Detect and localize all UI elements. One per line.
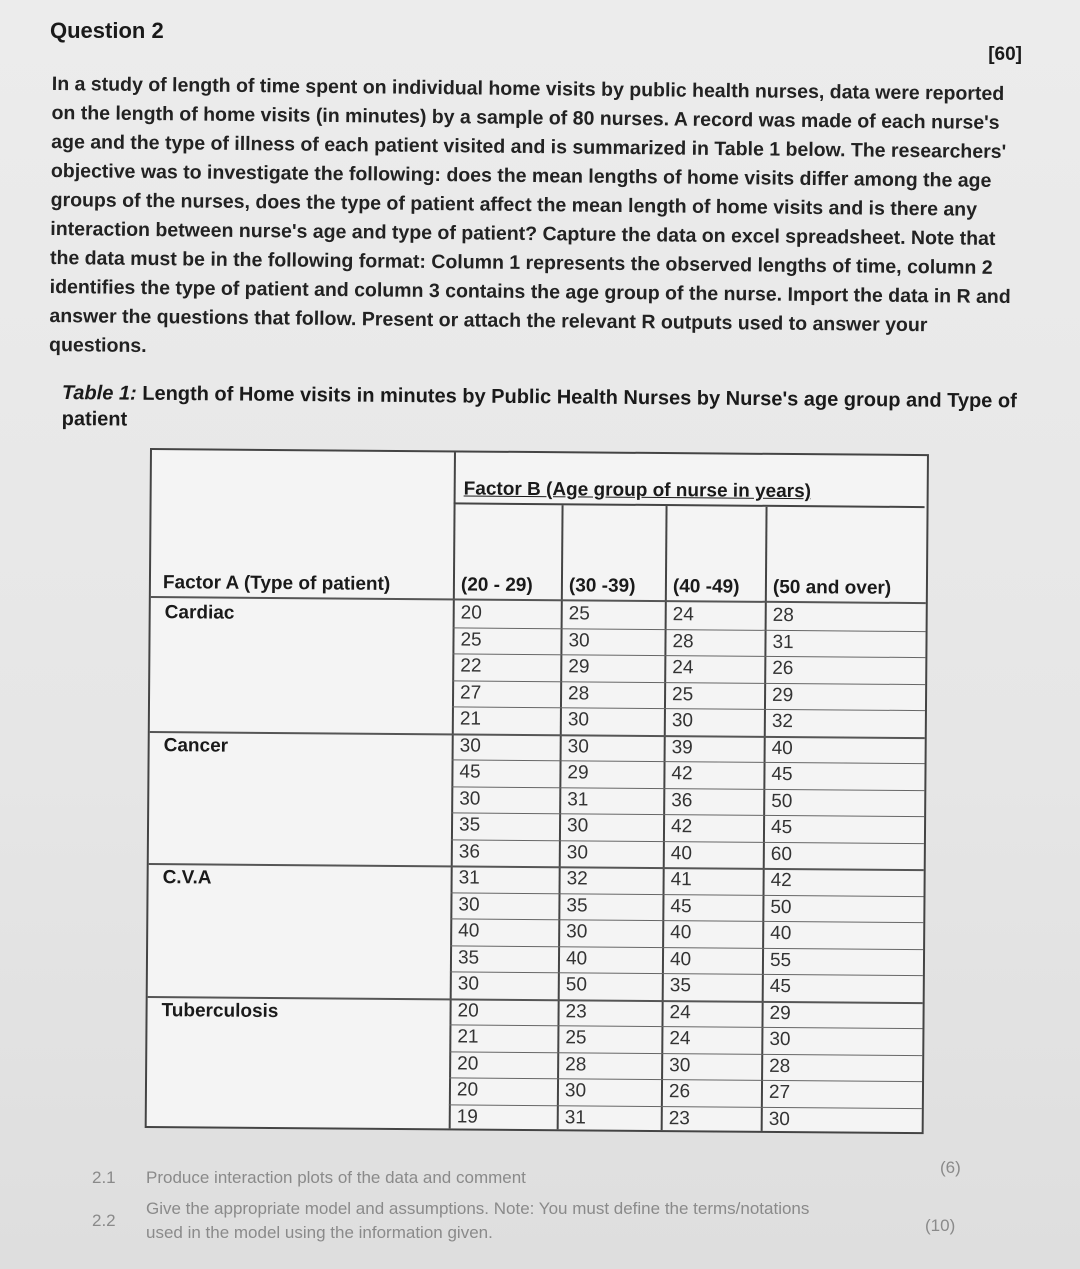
table-cell: 42: [670, 816, 693, 838]
table-cell: 31: [458, 867, 480, 889]
table-cell: 21: [459, 708, 482, 730]
table-cell: 50: [770, 896, 792, 918]
table-cell: 36: [671, 789, 693, 811]
table-cell: 30: [459, 734, 481, 757]
table-cell: 28: [672, 630, 694, 652]
patient-type-label: Tuberculosis: [161, 999, 279, 1022]
table-cell: 23: [668, 1107, 690, 1129]
question-body-text: In a study of length of time spent on individual home visits by public health nurses, data were reported on the length of home visits (in minutes) by a sample of 80 nurses. A record was made of each nurse's age and the type of illness of each patient visited and is summarized in Table 1 below. The researchers' objective was to investigate the following: does the mean lengths of home visits differ among the age groups of the nurses, does the type of patient affect the mean length of home visits and is there any interaction between nurse's age and type of patient? Capture the data on excel spreadsheet. Note that the data must be in the following format: Column 1 represents the observed lengths of time, column 2 identifies the type of patient and column 3 contains the age group of the nurse. Import the data in R and answer the questions that follow.: [49, 72, 1011, 331]
table-cell: 35: [669, 975, 692, 997]
table-cell: 45: [459, 761, 481, 783]
table-cell: 42: [671, 763, 693, 785]
table-cell: 24: [669, 1028, 691, 1050]
table-cell: 30: [671, 710, 694, 732]
table-cell: 45: [769, 975, 792, 998]
column-header: (30 -39): [568, 575, 636, 597]
table-cell: 29: [771, 684, 794, 706]
table-cell: 30: [566, 815, 589, 837]
table-cell: 22: [460, 655, 482, 677]
subquestion-2-1-text: Produce interaction plots of the data and comment: [146, 1168, 526, 1187]
question-body: [49, 70, 1024, 370]
table-cell: 45: [670, 895, 692, 917]
group-divider: [150, 731, 925, 739]
table-cell: 32: [771, 710, 794, 733]
table-cell: 31: [564, 1106, 586, 1128]
table-cell: 32: [566, 868, 588, 890]
table-cell: 30: [566, 841, 589, 863]
table-cell: 28: [568, 682, 590, 704]
table-cell: 30: [459, 787, 481, 810]
table-cell: 50: [565, 974, 588, 996]
data-table: [145, 448, 929, 1134]
table-cell: 30: [768, 1108, 790, 1130]
table-cell: 35: [458, 814, 481, 836]
table-cell: 39: [671, 736, 693, 758]
subquestion-2-2-marks: (10): [925, 1216, 956, 1235]
table-cell: 30: [566, 921, 588, 943]
table-cell: 42: [770, 869, 792, 892]
subquestion-2-2-num: 2.2: [92, 1211, 116, 1230]
table-cell: 26: [668, 1081, 691, 1103]
patient-type-label: Cancer: [163, 734, 229, 757]
table-cell: 41: [670, 869, 692, 891]
table-cell: 20: [460, 602, 482, 624]
table-cell: 55: [769, 949, 792, 971]
table-cell: 25: [568, 603, 590, 625]
table-cell: 60: [770, 843, 793, 865]
table-cell: 27: [460, 681, 482, 704]
table-cell: 20: [456, 1079, 479, 1101]
group-divider: [149, 863, 924, 871]
table-cell: 20: [457, 999, 479, 1022]
table-cell: 35: [457, 946, 480, 969]
table-cell: 31: [567, 788, 589, 810]
table-cell: 50: [771, 790, 793, 812]
table-cell: 40: [669, 948, 692, 970]
table-caption-label: Table 1:: [61, 381, 137, 405]
subquestion-2-2-text: Give the appropriate model and assumptions. Note: You must define the terms/notations: [146, 1199, 810, 1218]
table-cell: 28: [565, 1053, 587, 1075]
table-cell: 29: [568, 656, 590, 678]
table-cell: 24: [669, 1001, 691, 1023]
question-title: Question 2: [50, 18, 164, 43]
table-cell: 20: [457, 1052, 479, 1075]
table-cell: 40: [670, 842, 693, 864]
column-header: (50 and over): [772, 576, 892, 599]
table-cell: 19: [456, 1105, 478, 1128]
table-cell: 29: [567, 762, 589, 784]
table-cell: 25: [565, 1027, 587, 1049]
table-cell: 45: [770, 816, 793, 839]
factor-a-header: Factor A (Type of patient): [162, 572, 391, 595]
table-cell: 45: [771, 763, 793, 786]
subquestion-2-1-num: 2.1: [92, 1168, 116, 1187]
table-cell: 24: [672, 604, 694, 626]
table-caption-text: Length of Home visits in minutes by Public Health Nurses by Nurse's age group and Type of patient: [61, 382, 1017, 431]
factor-b-header-text: Factor B (Age group of nurse in years): [463, 478, 812, 503]
table-cell: 40: [565, 947, 588, 969]
table-cell: 27: [768, 1081, 791, 1104]
table-cell: 25: [672, 683, 694, 705]
table-cell: 30: [669, 1054, 691, 1076]
table-cell: 25: [460, 628, 482, 651]
table-cell: 30: [564, 1080, 587, 1102]
subquestion-2-2-text-cont: used in the model using the information given.: [146, 1223, 493, 1242]
table-cell: 40: [670, 922, 692, 944]
table-cell: 28: [769, 1055, 791, 1077]
patient-type-label: Cardiac: [164, 602, 235, 624]
table-cell: 29: [769, 1002, 791, 1024]
factor-b-header: [454, 452, 925, 508]
table-cell: 28: [772, 604, 794, 627]
subquestion-2-1-marks: (6): [940, 1158, 961, 1177]
table-cell: 36: [458, 840, 481, 863]
table-cell: 30: [458, 893, 480, 916]
table-caption: [62, 380, 1022, 440]
table-cell: 21: [457, 1026, 479, 1048]
table-cell: 31: [772, 631, 794, 653]
question-marks: [60]: [988, 44, 1022, 65]
column-header: (20 - 29): [460, 574, 533, 597]
table-cell: 30: [568, 629, 590, 651]
table-cell: 40: [458, 920, 480, 942]
column-header: (40 -49): [672, 576, 740, 598]
table-cell: 40: [770, 922, 792, 945]
table-cell: 23: [565, 1000, 587, 1022]
question-body-strong: Present or attach the relevant R outputs used to answer your questions.: [49, 308, 928, 358]
patient-type-label: C.V.A: [162, 867, 212, 889]
table-cell: 30: [567, 735, 589, 757]
table-cell: 35: [566, 894, 588, 916]
table-cell: 30: [457, 973, 480, 995]
table-cell: 30: [769, 1028, 791, 1051]
table-cell: 40: [771, 737, 793, 759]
table-cell: 26: [772, 657, 794, 680]
table-cell: 24: [672, 657, 694, 679]
table-cell: 30: [567, 709, 590, 731]
